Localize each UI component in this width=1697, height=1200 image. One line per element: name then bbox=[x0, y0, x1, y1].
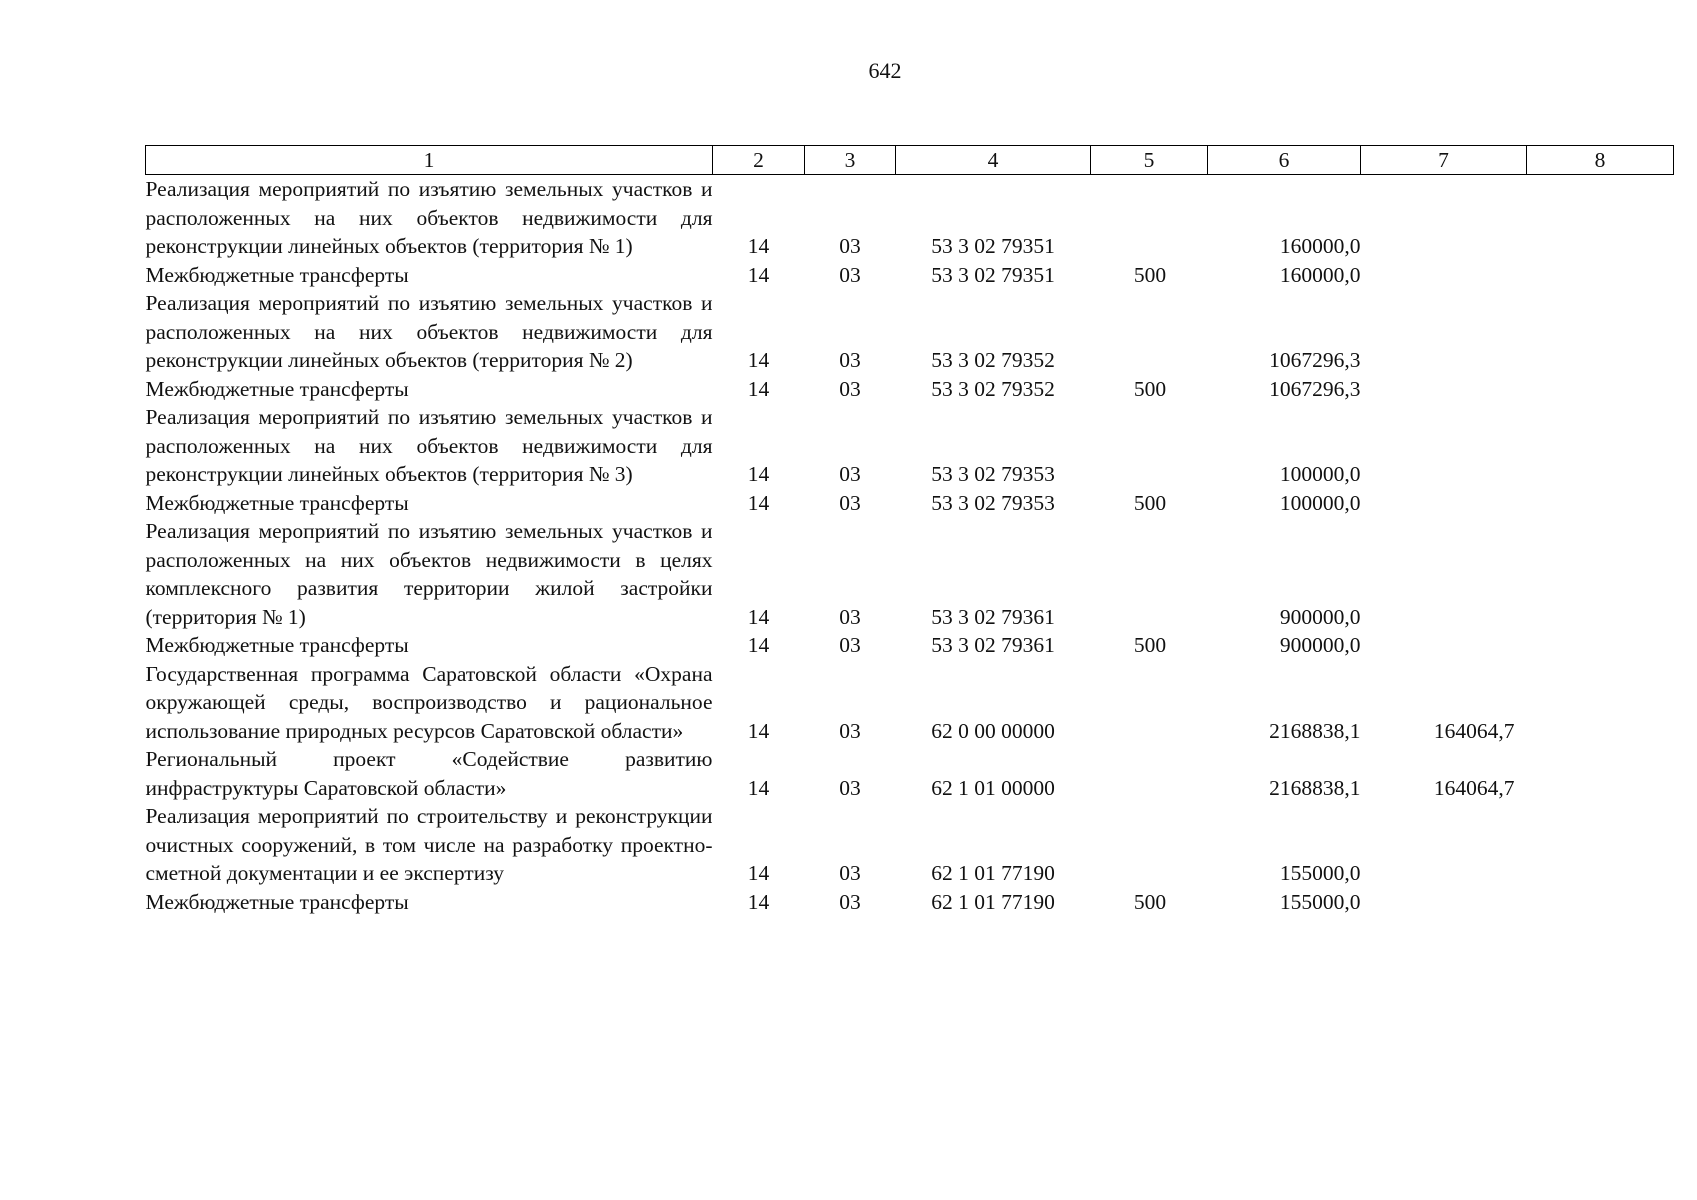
amount-value-3 bbox=[1527, 517, 1674, 631]
amount-value: 900000,0 bbox=[1279, 633, 1361, 657]
target-article-code: 62 1 01 77190 bbox=[931, 889, 1055, 914]
section-code: 14 bbox=[747, 889, 770, 914]
amount-value-3 bbox=[1527, 888, 1674, 917]
row-name: Государственная программа Саратовской области «Охрана окружающей среды, воспроизводство и рациональное использование природных ресурсов Саратовской области» bbox=[145, 661, 713, 743]
table-row bbox=[146, 175, 1674, 261]
amount-value-3 bbox=[1527, 802, 1674, 888]
expense-type-code bbox=[1091, 517, 1208, 631]
target-article-code: 53 3 02 79353 bbox=[931, 462, 1055, 486]
expense-type-code bbox=[1091, 745, 1208, 802]
expense-type-code: 500 bbox=[1133, 490, 1167, 515]
amount-value-2 bbox=[1361, 517, 1527, 631]
table-row bbox=[146, 802, 1674, 888]
amount-value-2 bbox=[1361, 261, 1527, 290]
amount-value: 2168838,1 bbox=[1269, 775, 1361, 800]
amount-value-3 bbox=[1527, 403, 1674, 489]
target-article-code: 62 1 01 77190 bbox=[931, 861, 1055, 885]
subsection-code: 03 bbox=[839, 348, 861, 372]
amount-value-3 bbox=[1527, 289, 1674, 375]
expense-type-code: 500 bbox=[1133, 889, 1167, 914]
amount-value: 100000,0 bbox=[1279, 490, 1361, 515]
subsection-code: 03 bbox=[839, 861, 861, 885]
table-row bbox=[146, 517, 1674, 631]
subsection-code: 03 bbox=[839, 604, 861, 629]
row-name: Межбюджетные трансферты bbox=[145, 262, 409, 287]
target-article-code: 53 3 02 79353 bbox=[931, 490, 1055, 515]
amount-value: 900000,0 bbox=[1279, 604, 1361, 629]
budget-table bbox=[145, 145, 1674, 916]
section-code: 14 bbox=[747, 718, 770, 743]
subsection-code: 03 bbox=[839, 633, 861, 657]
row-name: Реализация мероприятий по изъятию земельных участков и расположенных на них объектов недвижимости для реконструкции линейных объектов (территория № 2) bbox=[145, 291, 713, 372]
amount-value-2: 164064,7 bbox=[1433, 775, 1515, 800]
subsection-code: 03 bbox=[839, 376, 861, 401]
amount-value-2 bbox=[1361, 289, 1527, 375]
table-row bbox=[146, 660, 1674, 746]
amount-value-2 bbox=[1361, 175, 1527, 261]
table-row bbox=[146, 375, 1674, 404]
row-name: Реализация мероприятий по изъятию земельных участков и расположенных на них объектов недвижимости в целях комплексного развития территории жилой застройки (территория № 1) bbox=[145, 519, 713, 629]
amount-value-2 bbox=[1361, 631, 1527, 660]
amount-value-3 bbox=[1527, 631, 1674, 660]
amount-value: 160000,0 bbox=[1279, 262, 1361, 287]
target-article-code: 62 0 00 00000 bbox=[931, 718, 1055, 743]
section-code: 14 bbox=[747, 861, 770, 885]
table-row bbox=[146, 403, 1674, 489]
target-article-code: 53 3 02 79351 bbox=[931, 234, 1055, 258]
page-number: 642 bbox=[868, 58, 902, 83]
target-article-code: 62 1 01 00000 bbox=[931, 775, 1055, 800]
subsection-code: 03 bbox=[839, 462, 861, 486]
row-name: Реализация мероприятий по строительству и реконструкции очистных сооружений, в том числе на разработку проектно-сметной документации и ее экспертизу bbox=[145, 804, 713, 885]
table-body bbox=[146, 175, 1674, 917]
column-header-5: 5 bbox=[1091, 146, 1208, 175]
subsection-code: 03 bbox=[839, 718, 861, 743]
section-code: 14 bbox=[747, 604, 770, 629]
column-header-2: 2 bbox=[713, 146, 805, 175]
expense-type-code: 500 bbox=[1133, 376, 1167, 401]
amount-value-2: 164064,7 bbox=[1433, 718, 1515, 743]
subsection-code: 03 bbox=[839, 889, 861, 914]
amount-value: 1067296,3 bbox=[1269, 376, 1361, 401]
row-name: Реализация мероприятий по изъятию земельных участков и расположенных на них объектов недвижимости для реконструкции линейных объектов (территория № 1) bbox=[145, 177, 713, 258]
amount-value-3 bbox=[1527, 261, 1674, 290]
section-code: 14 bbox=[747, 348, 770, 372]
target-article-code: 53 3 02 79351 bbox=[931, 262, 1055, 287]
amount-value-3 bbox=[1527, 660, 1674, 746]
row-name: Межбюджетные трансферты bbox=[145, 376, 409, 401]
column-header-4: 4 bbox=[896, 146, 1091, 175]
amount-value: 155000,0 bbox=[1279, 861, 1361, 885]
table-header bbox=[146, 146, 1674, 175]
section-code: 14 bbox=[747, 633, 770, 657]
column-header-3: 3 bbox=[805, 146, 896, 175]
amount-value-2 bbox=[1361, 489, 1527, 518]
subsection-code: 03 bbox=[839, 490, 861, 515]
amount-value: 2168838,1 bbox=[1269, 718, 1361, 743]
row-name: Межбюджетные трансферты bbox=[145, 633, 409, 657]
amount-value-3 bbox=[1527, 745, 1674, 802]
section-code: 14 bbox=[747, 775, 770, 800]
subsection-code: 03 bbox=[839, 262, 861, 287]
subsection-code: 03 bbox=[839, 775, 861, 800]
row-name: Реализация мероприятий по изъятию земельных участков и расположенных на них объектов недвижимости для реконструкции линейных объектов (территория № 3) bbox=[145, 405, 713, 486]
amount-value-3 bbox=[1527, 175, 1674, 261]
amount-value: 100000,0 bbox=[1279, 462, 1361, 486]
expense-type-code: 500 bbox=[1133, 633, 1167, 657]
section-code: 14 bbox=[747, 234, 770, 258]
amount-value-2 bbox=[1361, 888, 1527, 917]
row-name: Межбюджетные трансферты bbox=[145, 889, 409, 914]
row-name: Межбюджетные трансферты bbox=[145, 490, 409, 515]
section-code: 14 bbox=[747, 376, 770, 401]
expense-type-code bbox=[1091, 175, 1208, 261]
table-row bbox=[146, 261, 1674, 290]
expense-type-code bbox=[1091, 660, 1208, 746]
expense-type-code bbox=[1091, 802, 1208, 888]
amount-value-2 bbox=[1361, 375, 1527, 404]
column-header-8: 8 bbox=[1527, 146, 1674, 175]
column-header-6: 6 bbox=[1208, 146, 1361, 175]
target-article-code: 53 3 02 79352 bbox=[931, 348, 1055, 372]
amount-value-3 bbox=[1527, 375, 1674, 404]
section-code: 14 bbox=[747, 262, 770, 287]
amount-value-3 bbox=[1527, 489, 1674, 518]
subsection-code: 03 bbox=[839, 234, 861, 258]
row-name: Региональный проект «Содействие развитию инфраструктуры Саратовской области» bbox=[145, 747, 713, 800]
expense-type-code bbox=[1091, 403, 1208, 489]
amount-value: 1067296,3 bbox=[1269, 348, 1361, 372]
amount-value: 155000,0 bbox=[1279, 889, 1361, 914]
amount-value-2 bbox=[1361, 403, 1527, 489]
amount-value-2 bbox=[1361, 802, 1527, 888]
expense-type-code: 500 bbox=[1133, 262, 1167, 287]
column-number-row bbox=[146, 146, 1674, 175]
column-header-1: 1 bbox=[146, 146, 713, 175]
amount-value: 160000,0 bbox=[1279, 234, 1361, 258]
table-row bbox=[146, 289, 1674, 375]
section-code: 14 bbox=[747, 490, 770, 515]
target-article-code: 53 3 02 79352 bbox=[931, 376, 1055, 401]
column-header-7: 7 bbox=[1361, 146, 1527, 175]
table-row bbox=[146, 888, 1674, 917]
expense-type-code bbox=[1091, 289, 1208, 375]
table-row bbox=[146, 631, 1674, 660]
table-row bbox=[146, 745, 1674, 802]
target-article-code: 53 3 02 79361 bbox=[931, 604, 1055, 629]
target-article-code: 53 3 02 79361 bbox=[931, 633, 1055, 657]
section-code: 14 bbox=[747, 462, 770, 486]
table-row bbox=[146, 489, 1674, 518]
